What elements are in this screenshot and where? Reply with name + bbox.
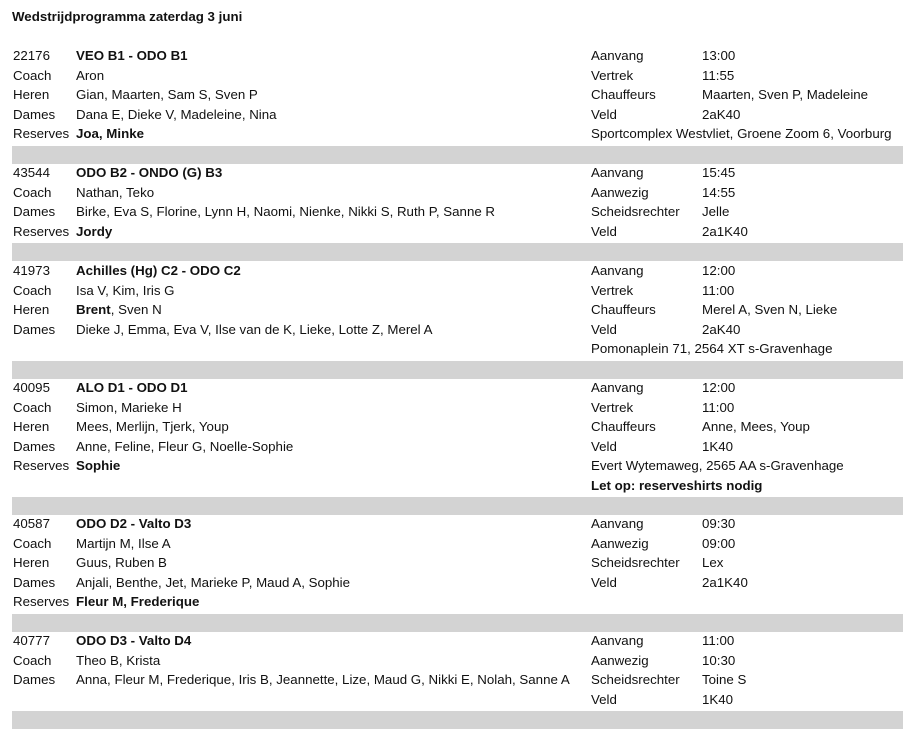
match-code: 43544 — [13, 165, 50, 180]
row-label: Dames — [13, 574, 56, 590]
detail-label: Veld — [591, 106, 617, 122]
match-row — [0, 222, 909, 242]
detail-label: Aanvang — [591, 633, 644, 648]
match-row — [0, 573, 909, 593]
row-value — [76, 300, 162, 320]
row-label: Reserves — [13, 458, 70, 473]
match-row — [0, 261, 909, 281]
row-label: Coach — [13, 282, 52, 298]
detail-value: 12:00 — [702, 263, 736, 278]
match-address: Pomonaplein 71, 2564 XT s-Gravenhage — [591, 341, 833, 356]
detail-value: 11:00 — [702, 399, 735, 415]
detail-label: Scheidsrechter — [591, 555, 680, 570]
detail-label: Aanvang — [591, 263, 644, 278]
row-value: Birke, Eva S, Florine, Lynn H, Naomi, Nienke, Nikki S, Ruth P, Sanne R — [76, 204, 496, 219]
row-value: Joa, Minke — [76, 126, 144, 141]
row-value: Nathan, Teko — [76, 184, 155, 200]
match-separator — [12, 711, 903, 729]
row-value: Theo B, Krista — [76, 652, 161, 668]
row-label: Coach — [13, 67, 52, 83]
match-row — [0, 46, 909, 66]
detail-value: 2aK40 — [702, 321, 741, 337]
match-block — [0, 514, 909, 612]
match-row — [0, 553, 909, 573]
match-title: ODO B2 - ONDO (G) B3 — [76, 165, 223, 180]
detail-value: 2aK40 — [702, 106, 741, 122]
match-row — [0, 398, 909, 418]
match-row — [0, 417, 909, 437]
row-value: Dieke J, Emma, Eva V, Ilse van de K, Lieke, Lotte Z, Merel A — [76, 321, 433, 337]
match-title: ALO D1 - ODO D1 — [76, 380, 188, 395]
row-value: Isa V, Kim, Iris G — [76, 282, 175, 298]
row-label: Dames — [13, 438, 56, 454]
match-code: 40777 — [13, 633, 50, 648]
row-label: Dames — [13, 321, 56, 337]
match-row — [0, 514, 909, 534]
detail-value: 2a1K40 — [702, 223, 748, 239]
match-separator — [12, 614, 903, 632]
detail-value: 13:00 — [702, 48, 736, 63]
detail-label: Vertrek — [591, 282, 634, 298]
detail-label: Scheidsrechter — [591, 204, 680, 219]
detail-label: Chauffeurs — [591, 419, 656, 434]
match-block — [0, 631, 909, 709]
page-title: Wedstrijdprogramma zaterdag 3 juni — [12, 9, 243, 24]
match-row — [0, 300, 909, 320]
match-title: VEO B1 - ODO B1 — [76, 48, 188, 63]
row-label: Heren — [13, 302, 50, 317]
match-address: Evert Wytemaweg, 2565 AA s-Gravenhage — [591, 458, 844, 473]
row-value: Sophie — [76, 458, 121, 473]
detail-label: Veld — [591, 574, 617, 590]
detail-value: 12:00 — [702, 380, 736, 395]
match-block — [0, 46, 909, 144]
detail-value: 1K40 — [702, 438, 734, 454]
match-row — [0, 85, 909, 105]
row-value-rest: , Sven N — [110, 302, 162, 317]
detail-value: 1K40 — [702, 691, 734, 707]
detail-label: Chauffeurs — [591, 302, 656, 317]
row-label: Heren — [13, 555, 50, 570]
row-label: Heren — [13, 419, 50, 434]
row-value: Simon, Marieke H — [76, 399, 182, 415]
row-label: Coach — [13, 399, 52, 415]
match-note: Let op: reserveshirts nodig — [591, 477, 763, 493]
match-row — [0, 281, 909, 301]
row-label: Dames — [13, 672, 56, 687]
detail-value: 09:30 — [702, 516, 736, 531]
match-row — [0, 456, 909, 476]
detail-value: 14:55 — [702, 184, 736, 200]
match-title: Achilles (Hg) C2 - ODO C2 — [76, 263, 241, 278]
detail-value: Toine S — [702, 672, 747, 687]
match-code: 40095 — [13, 380, 50, 395]
match-row — [0, 670, 909, 690]
detail-label: Aanwezig — [591, 652, 649, 668]
detail-value: Maarten, Sven P, Madeleine — [702, 87, 869, 102]
detail-value: Lex — [702, 555, 724, 570]
row-value: Mees, Merlijn, Tjerk, Youp — [76, 419, 229, 434]
detail-value: Anne, Mees, Youp — [702, 419, 810, 434]
row-label: Coach — [13, 184, 52, 200]
match-row — [0, 320, 909, 340]
match-separator — [12, 497, 903, 515]
row-label: Reserves — [13, 223, 70, 239]
detail-label: Aanvang — [591, 380, 644, 395]
match-row — [0, 163, 909, 183]
detail-value: Jelle — [702, 204, 730, 219]
row-value: Aron — [76, 67, 105, 83]
detail-label: Aanwezig — [591, 535, 649, 551]
match-code: 40587 — [13, 516, 50, 531]
match-row — [0, 592, 909, 612]
match-row — [0, 202, 909, 222]
match-row — [0, 124, 909, 144]
match-code: 22176 — [13, 48, 50, 63]
match-separator — [12, 361, 903, 379]
match-row — [0, 105, 909, 125]
match-row — [0, 339, 909, 359]
detail-label: Vertrek — [591, 67, 634, 83]
match-separator — [12, 243, 903, 261]
row-label: Coach — [13, 652, 52, 668]
row-value: Dana E, Dieke V, Madeleine, Nina — [76, 106, 277, 122]
match-separator — [12, 146, 903, 164]
row-value: Jordy — [76, 223, 113, 239]
detail-value: 11:55 — [702, 67, 735, 83]
detail-label: Chauffeurs — [591, 87, 656, 102]
match-row — [0, 183, 909, 203]
detail-label: Veld — [591, 438, 617, 454]
row-value: Gian, Maarten, Sam S, Sven P — [76, 87, 258, 102]
match-address: Sportcomplex Westvliet, Groene Zoom 6, Voorburg — [591, 126, 892, 141]
match-row — [0, 651, 909, 671]
row-label: Dames — [13, 106, 56, 122]
row-value: Anne, Feline, Fleur G, Noelle-Sophie — [76, 438, 294, 454]
match-row — [0, 631, 909, 651]
detail-label: Aanvang — [591, 165, 644, 180]
row-label: Heren — [13, 87, 50, 102]
row-label: Reserves — [13, 594, 70, 609]
detail-label: Aanwezig — [591, 184, 649, 200]
row-value: Martijn M, Ilse A — [76, 535, 171, 551]
match-row — [0, 690, 909, 710]
detail-label: Veld — [591, 321, 617, 337]
match-block — [0, 261, 909, 359]
match-code: 41973 — [13, 263, 50, 278]
detail-label: Veld — [591, 223, 617, 239]
match-title: ODO D3 - Valto D4 — [76, 633, 192, 648]
detail-value: 09:00 — [702, 535, 736, 551]
row-label: Dames — [13, 204, 56, 219]
detail-value: Merel A, Sven N, Lieke — [702, 302, 838, 317]
detail-value: 11:00 — [702, 633, 735, 648]
match-row — [0, 534, 909, 554]
detail-label: Scheidsrechter — [591, 672, 680, 687]
detail-label: Vertrek — [591, 399, 634, 415]
match-row — [0, 437, 909, 457]
detail-label: Aanvang — [591, 48, 644, 63]
detail-label: Aanvang — [591, 516, 644, 531]
row-label: Coach — [13, 535, 52, 551]
row-value: Guus, Ruben B — [76, 555, 167, 570]
match-row — [0, 66, 909, 86]
detail-label: Veld — [591, 691, 617, 707]
detail-value: 15:45 — [702, 165, 736, 180]
match-block — [0, 163, 909, 241]
row-value-highlight: Brent — [76, 302, 111, 317]
match-block — [0, 378, 909, 495]
match-row — [0, 378, 909, 398]
detail-value: 10:30 — [702, 652, 736, 668]
detail-value: 2a1K40 — [702, 574, 748, 590]
match-title: ODO D2 - Valto D3 — [76, 516, 192, 531]
row-value: Anjali, Benthe, Jet, Marieke P, Maud A, Sophie — [76, 574, 350, 590]
detail-value: 11:00 — [702, 282, 735, 298]
row-value: Anna, Fleur M, Frederique, Iris B, Jeannette, Lize, Maud G, Nikki E, Nolah, Sanne A — [76, 672, 570, 687]
match-row — [0, 476, 909, 496]
row-value: Fleur M, Frederique — [76, 594, 200, 609]
row-label: Reserves — [13, 126, 70, 141]
